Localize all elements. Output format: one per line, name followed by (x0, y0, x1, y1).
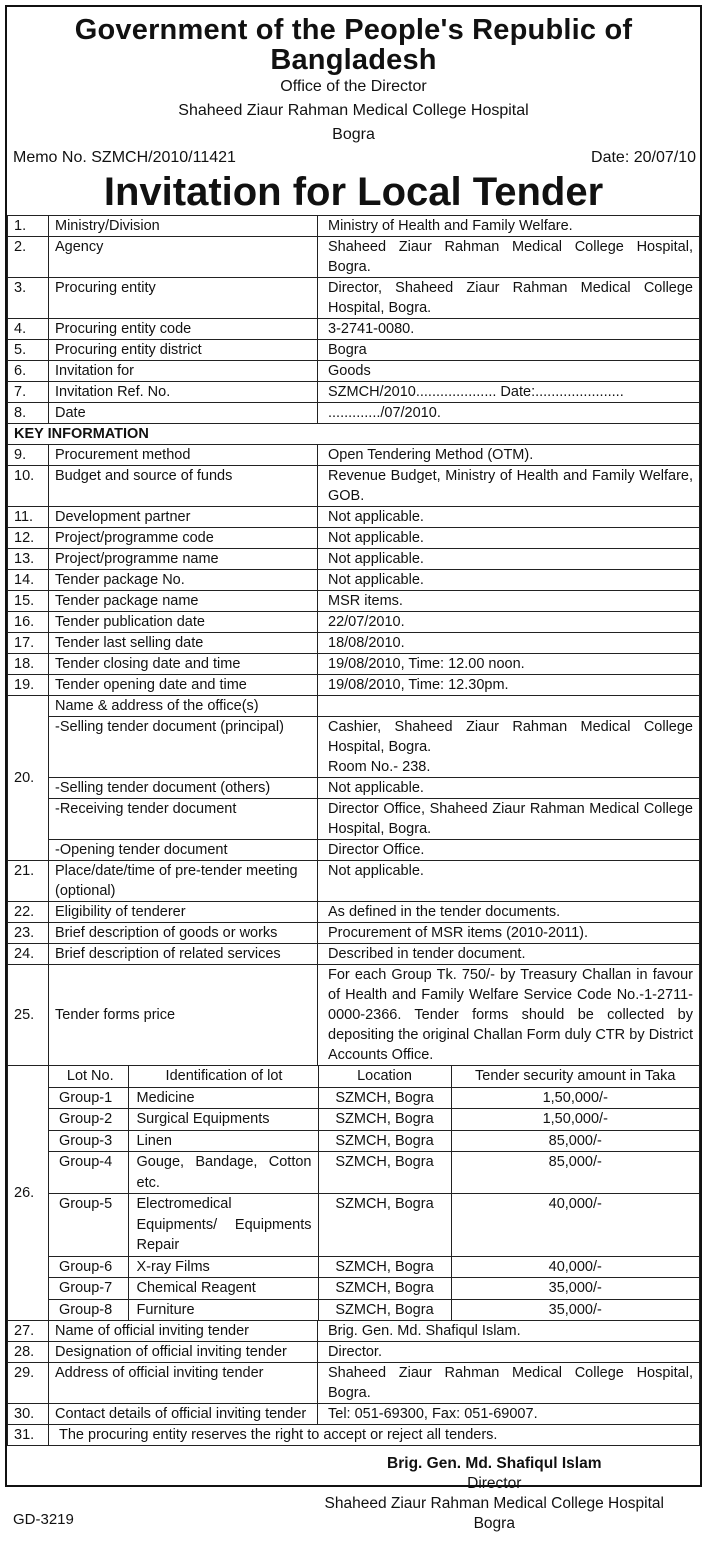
row-number: 30. (8, 1404, 49, 1425)
lot-cell: Gouge, Bandage, Cotton etc. (128, 1152, 318, 1194)
row-number: 11. (8, 507, 49, 528)
lots-header-cell: Tender security amount in Taka (451, 1066, 699, 1087)
lots-header-cell: Lot No. (49, 1066, 128, 1087)
tender-notice (5, 5, 702, 1532)
row-value: Not applicable. (318, 570, 700, 591)
table-row (8, 923, 700, 944)
table-row (8, 1404, 700, 1425)
table-row (8, 528, 700, 549)
lot-row (49, 1194, 699, 1257)
row-value: Ministry of Health and Family Welfare. (318, 216, 700, 237)
row-value: Goods (318, 361, 700, 382)
lot-cell: 1,50,000/- (451, 1109, 699, 1131)
row-field: Agency (49, 237, 318, 278)
office-line: Office of the Director (280, 78, 427, 95)
row-number: 2. (8, 237, 49, 278)
row-value (318, 717, 700, 778)
lot-cell: 40,000/- (451, 1194, 699, 1257)
row-field: Tender package No. (49, 570, 318, 591)
row-number: 17. (8, 633, 49, 654)
lot-cell: Surgical Equipments (128, 1109, 318, 1131)
row-value: 18/08/2010. (318, 633, 700, 654)
row-number: 26. (8, 1066, 49, 1321)
row-field: Designation of official inviting tender (49, 1342, 318, 1363)
row-value (318, 696, 700, 717)
signatory-name: Brig. Gen. Md. Shafiqul Islam (387, 1455, 602, 1472)
lot-cell: X-ray Films (128, 1256, 318, 1278)
lots-table (49, 1066, 699, 1320)
memo-row (7, 147, 700, 169)
row-field: Contact details of official inviting tender (49, 1404, 318, 1425)
row-value: Director. (318, 1342, 700, 1363)
row-number: 14. (8, 570, 49, 591)
table-row (8, 778, 700, 799)
row-number: 18. (8, 654, 49, 675)
row-field: Address of official inviting tender (49, 1363, 318, 1404)
row-number: 6. (8, 361, 49, 382)
tender-table (7, 215, 700, 1446)
lot-cell: Electromedical Equipments/ Equipments Repair (128, 1194, 318, 1257)
row-number: 10. (8, 466, 49, 507)
row-value-extra: Room No.- 238. (328, 759, 431, 775)
table-row (8, 403, 700, 424)
row-number: 29. (8, 1363, 49, 1404)
lot-row (49, 1087, 699, 1109)
row-value (318, 778, 700, 799)
lot-cell: Group-1 (49, 1087, 128, 1109)
lot-row (49, 1278, 699, 1300)
lot-cell: SZMCH, Bogra (318, 1130, 451, 1152)
lot-row (49, 1299, 699, 1320)
table-row (8, 1321, 700, 1342)
lot-cell: 35,000/- (451, 1299, 699, 1320)
row-field: Tender forms price (49, 965, 318, 1066)
lot-cell: 1,50,000/- (451, 1087, 699, 1109)
lot-cell: Group-3 (49, 1130, 128, 1152)
signatory-title: Director (467, 1475, 522, 1492)
row-value: As defined in the tender documents. (318, 902, 700, 923)
row-value: Tel: 051-69300, Fax: 051-69007. (318, 1404, 700, 1425)
row-field: Budget and source of funds (49, 466, 318, 507)
lot-cell: 85,000/- (451, 1130, 699, 1152)
gd-number: GD-3219 (13, 1511, 74, 1528)
row-value: Bogra (318, 340, 700, 361)
row-number: 23. (8, 923, 49, 944)
section-heading: KEY INFORMATION (8, 424, 700, 445)
signatory-city: Bogra (473, 1515, 515, 1532)
notice-title: Invitation for Local Tender (103, 170, 604, 214)
table-row (8, 237, 700, 278)
row-value: Not applicable. (318, 861, 700, 902)
lot-cell: SZMCH, Bogra (318, 1299, 451, 1320)
row-value: MSR items. (318, 591, 700, 612)
lot-cell: Chemical Reagent (128, 1278, 318, 1300)
row-value: Revenue Budget, Ministry of Health and Family Welfare, GOB. (318, 466, 700, 507)
lot-cell: SZMCH, Bogra (318, 1256, 451, 1278)
row-value-text: Cashier, Shaheed Ziaur Rahman Medical College Hospital, Bogra. (328, 719, 693, 755)
row-number: 31. (8, 1425, 49, 1446)
table-row (8, 278, 700, 319)
row-field: Tender opening date and time (49, 675, 318, 696)
row-field: Place/date/time of pre-tender meeting (optional) (49, 861, 318, 902)
row-field: Development partner (49, 507, 318, 528)
lot-row (49, 1109, 699, 1131)
lot-cell: Group-6 (49, 1256, 128, 1278)
row-field: Project/programme code (49, 528, 318, 549)
row-value-text: Director Office. (328, 842, 425, 858)
lots-row (8, 1066, 700, 1321)
table-row (8, 445, 700, 466)
row-value: Open Tendering Method (OTM). (318, 445, 700, 466)
memo-date: Date: 20/07/10 (591, 149, 696, 166)
row-number: 20. (8, 696, 49, 861)
row-number: 4. (8, 319, 49, 340)
row-field: Name of official inviting tender (49, 1321, 318, 1342)
row-field: Tender package name (49, 591, 318, 612)
lot-cell: 40,000/- (451, 1256, 699, 1278)
lot-cell: SZMCH, Bogra (318, 1087, 451, 1109)
lot-cell: SZMCH, Bogra (318, 1109, 451, 1131)
table-row (8, 319, 700, 340)
lot-cell: Group-2 (49, 1109, 128, 1131)
row-field: Invitation for (49, 361, 318, 382)
table-row (8, 675, 700, 696)
row-value: 19/08/2010, Time: 12.00 noon. (318, 654, 700, 675)
lot-cell: Group-4 (49, 1152, 128, 1194)
row-field: Tender publication date (49, 612, 318, 633)
table-row (8, 570, 700, 591)
row-value (318, 840, 700, 861)
row-value: For each Group Tk. 750/- by Treasury Challan in favour of Health and Family Welfare Service Code No.-1-2711-0000-2366. Tender forms should be collected by depositing the original Challan Form duly CTR by District Accounts Office. (318, 965, 700, 1066)
row-field: Eligibility of tenderer (49, 902, 318, 923)
table-row (8, 840, 700, 861)
lot-cell: Group-5 (49, 1194, 128, 1257)
memo-number: Memo No. SZMCH/2010/11421 (13, 149, 236, 166)
table-row (8, 861, 700, 902)
row-value: Procurement of MSR items (2010-2011). (318, 923, 700, 944)
row-number: 24. (8, 944, 49, 965)
row-value (318, 799, 700, 840)
footer (7, 1446, 700, 1556)
row-number: 3. (8, 278, 49, 319)
row-value-text: Not applicable. (328, 780, 424, 796)
row-field: Brief description of goods or works (49, 923, 318, 944)
table-row (8, 1363, 700, 1404)
row-field: Brief description of related services (49, 944, 318, 965)
table-row (8, 591, 700, 612)
row-number: 7. (8, 382, 49, 403)
row-number: 12. (8, 528, 49, 549)
row-field: Tender closing date and time (49, 654, 318, 675)
lots-header-row (49, 1066, 699, 1087)
row-field: Procuring entity code (49, 319, 318, 340)
row-value: SZMCH/2010.................... Date:...................... (318, 382, 700, 403)
row-field: Name & address of the office(s) (49, 696, 318, 717)
row-number: 9. (8, 445, 49, 466)
row-number: 5. (8, 340, 49, 361)
lot-cell: Group-8 (49, 1299, 128, 1320)
row-number: 8. (8, 403, 49, 424)
row-field: Procuring entity (49, 278, 318, 319)
row-value: Described in tender document. (318, 944, 700, 965)
table-row (8, 549, 700, 570)
government-title: Government of the People's Republic of Bangladesh (74, 14, 633, 76)
row-value: Not applicable. (318, 549, 700, 570)
row-field: Procuring entity district (49, 340, 318, 361)
row-value: 19/08/2010, Time: 12.30pm. (318, 675, 700, 696)
row-number: 13. (8, 549, 49, 570)
header (7, 7, 700, 147)
lot-cell: SZMCH, Bogra (318, 1152, 451, 1194)
lot-cell: Linen (128, 1130, 318, 1152)
table-row (8, 717, 700, 778)
row-field: Procurement method (49, 445, 318, 466)
row-field: -Selling tender document (principal) (49, 717, 318, 778)
lot-row (49, 1152, 699, 1194)
row-field: Date (49, 403, 318, 424)
row-number: 27. (8, 1321, 49, 1342)
table-row (8, 1425, 700, 1446)
table-row (8, 507, 700, 528)
lot-cell: Medicine (128, 1087, 318, 1109)
table-row (8, 612, 700, 633)
lot-row (49, 1130, 699, 1152)
lot-cell: 35,000/- (451, 1278, 699, 1300)
row-value: ............./07/2010. (318, 403, 700, 424)
row-number: 1. (8, 216, 49, 237)
lot-cell: Group-7 (49, 1278, 128, 1300)
row-field: -Receiving tender document (49, 799, 318, 840)
row-value: Brig. Gen. Md. Shafiqul Islam. (318, 1321, 700, 1342)
signatory-hospital: Shaheed Ziaur Rahman Medical College Hospital (324, 1495, 664, 1512)
row-field: Project/programme name (49, 549, 318, 570)
lot-row (49, 1256, 699, 1278)
row-value: Director, Shaheed Ziaur Rahman Medical College Hospital, Bogra. (318, 278, 700, 319)
row-number: 25. (8, 965, 49, 1066)
table-row (8, 340, 700, 361)
row-field: Ministry/Division (49, 216, 318, 237)
table-row (8, 965, 700, 1066)
row-text: The procuring entity reserves the right to accept or reject all tenders. (49, 1425, 700, 1446)
row-number: 22. (8, 902, 49, 923)
table-row (8, 944, 700, 965)
lot-cell: SZMCH, Bogra (318, 1278, 451, 1300)
row-value: 3-2741-0080. (318, 319, 700, 340)
row-value: Not applicable. (318, 507, 700, 528)
lot-cell: SZMCH, Bogra (318, 1194, 451, 1257)
row-number: 28. (8, 1342, 49, 1363)
row-value: Shaheed Ziaur Rahman Medical College Hospital, Bogra. (318, 1363, 700, 1404)
hospital-line: Shaheed Ziaur Rahman Medical College Hospital (178, 102, 529, 119)
row-value: 22/07/2010. (318, 612, 700, 633)
signature-block (325, 1454, 664, 1534)
row-field: -Selling tender document (others) (49, 778, 318, 799)
table-row (8, 654, 700, 675)
row-value-text: Director Office, Shaheed Ziaur Rahman Medical College Hospital, Bogra. (328, 801, 693, 837)
table-row (8, 361, 700, 382)
lot-cell: 85,000/- (451, 1152, 699, 1194)
table-row (8, 633, 700, 654)
row-number: 15. (8, 591, 49, 612)
table-row (8, 902, 700, 923)
row-value: Not applicable. (318, 528, 700, 549)
table-row (8, 696, 700, 717)
row-value: Shaheed Ziaur Rahman Medical College Hospital, Bogra. (318, 237, 700, 278)
table-row (8, 1342, 700, 1363)
table-row (8, 466, 700, 507)
lots-header-cell: Identification of lot (128, 1066, 318, 1087)
row-number: 16. (8, 612, 49, 633)
row-field: Invitation Ref. No. (49, 382, 318, 403)
table-row (8, 216, 700, 237)
lots-header-cell: Location (318, 1066, 451, 1087)
row-field: -Opening tender document (49, 840, 318, 861)
lot-cell: Furniture (128, 1299, 318, 1320)
row-number: 19. (8, 675, 49, 696)
table-row (8, 799, 700, 840)
row-field: Tender last selling date (49, 633, 318, 654)
table-row (8, 382, 700, 403)
city-line: Bogra (332, 126, 375, 143)
row-number: 21. (8, 861, 49, 902)
